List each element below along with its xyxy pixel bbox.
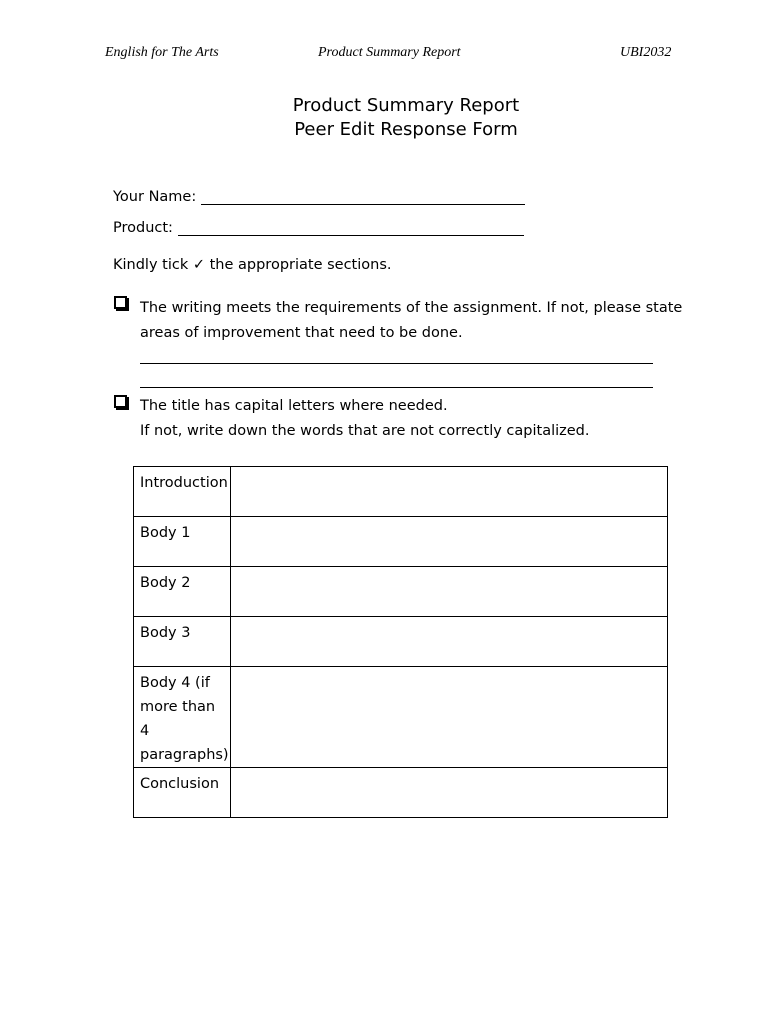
tick-instruction: Kindly tick ✓ the appropriate sections.: [113, 257, 392, 273]
row-label: Introduction: [134, 467, 231, 517]
header-course-code: UBI2032: [620, 45, 672, 60]
product-label: Product:: [113, 220, 173, 236]
table-row: [134, 768, 668, 818]
name-field-row: [113, 188, 525, 205]
row-label: Body 3: [134, 617, 231, 667]
name-label: Your Name:: [113, 189, 197, 205]
page-title: Product Summary Report: [292, 95, 520, 116]
row-label: Body 2: [134, 567, 231, 617]
capitalization-text-line2: If not, write down the words that are not correctly capitalized.: [140, 423, 590, 439]
row-answer-cell[interactable]: [231, 467, 668, 517]
row-answer-cell[interactable]: [231, 667, 668, 768]
row-label: Body 1: [134, 517, 231, 567]
row-label: Body 4 (if more than 4 paragraphs): [134, 667, 231, 768]
page-subtitle: Peer Edit Response Form: [294, 119, 518, 140]
capitalization-checkbox[interactable]: [114, 395, 127, 408]
table-row: [134, 517, 668, 567]
capitalization-text-line1: The title has capital letters where needed.: [140, 398, 448, 414]
table-row: [134, 467, 668, 517]
table-row: [134, 667, 668, 768]
product-field-row: [113, 219, 524, 236]
product-blank-line[interactable]: [178, 219, 524, 236]
requirements-text-line1: The writing meets the requirements of the assignment. If not, please state: [140, 300, 683, 316]
row-label: Conclusion: [134, 768, 231, 818]
sections-table: [133, 466, 668, 818]
row-answer-cell[interactable]: [231, 768, 668, 818]
table-row: [134, 567, 668, 617]
header-course-name: English for The Arts: [105, 45, 219, 60]
improvement-blank-line-1[interactable]: [140, 363, 653, 364]
requirements-text-line2: areas of improvement that need to be done.: [140, 325, 463, 341]
name-blank-line[interactable]: [201, 188, 525, 205]
requirements-checkbox[interactable]: [114, 296, 127, 309]
table-row: [134, 617, 668, 667]
row-answer-cell[interactable]: [231, 567, 668, 617]
improvement-blank-line-2[interactable]: [140, 387, 653, 388]
row-answer-cell[interactable]: [231, 617, 668, 667]
header-report-name: Product Summary Report: [318, 45, 461, 60]
row-answer-cell[interactable]: [231, 517, 668, 567]
